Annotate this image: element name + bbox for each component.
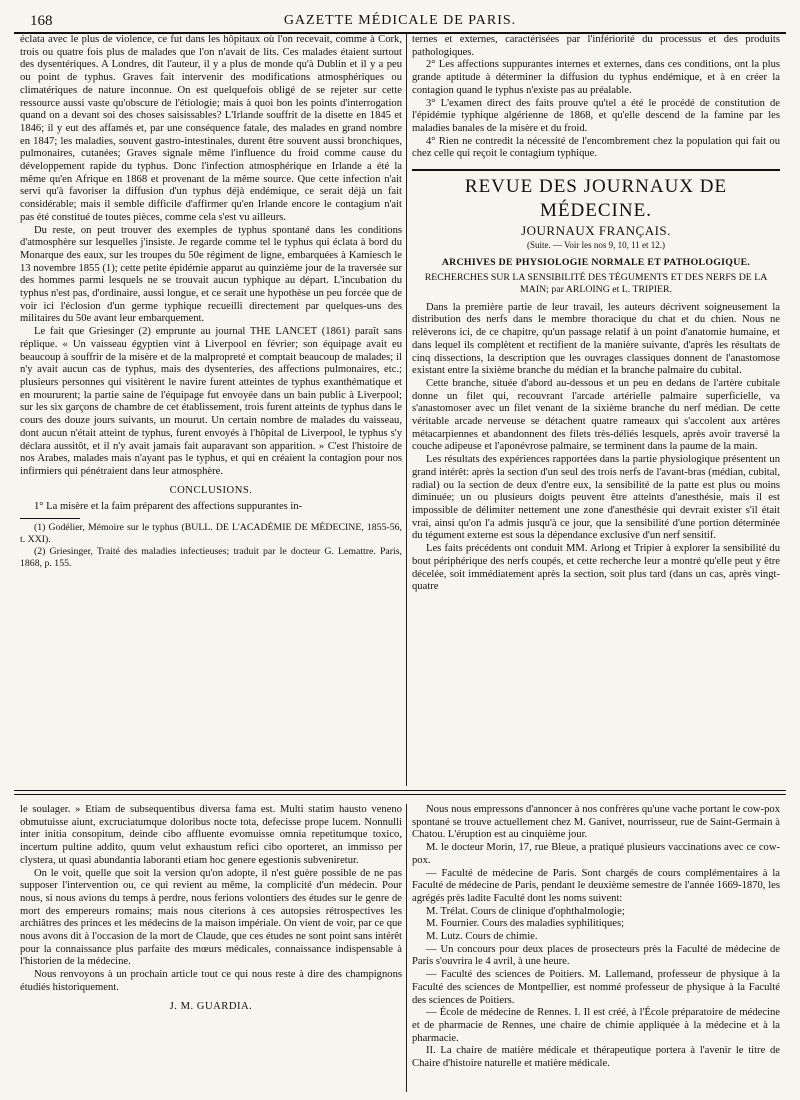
paragraph: ternes et externes, caractérisées par l'infériorité du processus et des produits pathologiques. <box>412 34 780 58</box>
journal-title: GAZETTE MÉDICALE DE PARIS. <box>283 13 517 28</box>
paragraph: Le fait que Griesinger (2) emprunte au journal THE LANCET (1861) paraît sans réplique. « Un vaisseau égyptien vint à Liverpool en février; son équipage avait eu beaucoup à souffrir de la misère et de la malpropreté et comptait beaucoup de malades; il n'y avait aucun cas de typhus, mais des dysenteries, des affections pulmonaires, etc.; plusieurs personnes qui visitèrent le navire furent atteintes de typhus exanthématique et en moururent; la partie saine de l'équipage fut envoyée dans un bain public à Liverpool; sur les six garçons de chambre de cet établissement, trois furent atteints de typhus dans le cours des douze jours suivants, un mourut. Un certain nombre de malades du vaisseau, dont aucun n'était atteint de typhus, furent envoyés à l'hôpital de Liverpool, le typhus s'y déclara aussitôt, et il n'y avait jamais fait auparavant son apparition. » C'est l'histoire de nos Arabes, malades mais n'ayant pas le typhus, et qui en créaient la contagion pour nos infirmiers qui pénétraient dans leur atmosphère. <box>20 326 402 477</box>
paragraph: Dans la première partie de leur travail, les auteurs décrivent soigneusement la distribution des nerfs dans le membre thoracique du chat et du chien. Nous ne relèverons ici, de ce chapitre, qu'un passage relatif à un point d'anatomie humaine, et dans lequel ils complètent et rectifient de la manière suivante, d'après les résultats de cinq dissections, la description que les ouvrages classiques donnent de l'anastomose existant entre la sixième branche du médian et la branche palmaire du cubital. <box>412 301 780 377</box>
review-section <box>412 169 780 296</box>
paragraph: II. La chaire de matière médicale et thérapeutique portera à l'avenir le titre de Chaire d'histoire naturelle et matière médicale. <box>412 1045 780 1070</box>
footnote: (1) Godélier, Mémoire sur le typhus (BULL. DE L'ACADÉMIE DE MÉDECINE, 1855-56, t. XXI). <box>20 522 402 546</box>
paragraph: Nous renvoyons à un prochain article tout ce qui nous reste à dire des champignons étudiés historiquement. <box>20 969 402 993</box>
paragraph: Les résultats des expériences rapportées dans la partie physiologique présentent un grand intérêt: après la section d'un seul des trois nerfs de l'avant-bras (médian, cubital, radial) ou la section de deux d'entre eux, la sensibilité de la patte est plus ou moins diminuée; un ou plusieurs doigts peuvent être atteints d'anesthésie, mais il est impossible de délimiter nettement une zone d'anesthésie qui devrait exister s'il était vrai, ainsi qu'on l'a admis jusqu'à ce jour, que la sensibilité d'une portion déterminée du tégument externe est sous la dépendance exclusive d'un nerf sensitif. <box>412 454 780 542</box>
page-number: 168 <box>30 13 53 29</box>
footnote: (2) Griesinger, Traité des maladies infectieuses; traduit par le docteur G. Lemattre. Paris, 1868, p. 155. <box>20 546 402 570</box>
author-signature: J. M. GUARDIA. <box>169 1000 253 1012</box>
paragraph: le soulager. » Etiam de subsequentibus diversa fama est. Multi statim hausto veneno obmutuisse aiunt, excruciatumque doloribus nocte tota, defecisse prope lucem. Nonnulli inter initia consopitum, deinde cibo affluente evomuisse omnia repetitumque toxico, incertum pultine addito, quum velut exhaustum refici cibo oporteret, an immisso per clystera, ut quasi abundantia laboranti etiam hoc genere egestionis subveniretur. <box>20 804 402 866</box>
article-title: RECHERCHES SUR LA SENSIBILITÉ DES TÉGUMENTS ET DES NERFS DE LA MAIN; par ARLOING et L. TRIPIER. <box>424 271 768 295</box>
paragraph: 2° Les affections suppurantes internes et externes, dans ces conditions, ont la plus grande aptitude à déterminer la diffusion du typhus endémique, et à en créer la contagion quand le typhus n'existe pas au préalable. <box>412 59 780 96</box>
paragraph: — Faculté de médecine de Paris. Sont chargés de cours complémentaires à la Faculté de médecine de Paris, pendant le deuxième semestre de l'année 1669-1870, les agrégés près ladite Faculté dont les noms suivent: <box>412 867 780 904</box>
paragraph: 1° La misère et la faim préparent des affections suppurantes in- <box>34 501 303 513</box>
paragraph: 3° L'examen direct des faits prouve qu'tel a été le procédé de constitution de l'épidémie typhique algérienne de 1868, et qu'elle descend de la famine par les maladies banales de la misère et du froid. <box>412 97 780 134</box>
column-3 <box>20 804 402 1013</box>
paragraph: On le voit, quelle que soit la version qu'on adopte, il n'est guère possible de ne pas supposer l'intervention ou, ce qui revient au même, la complicité d'un médecin. Pour nous, si nous avions du temps à perdre, nous ferions volontiers des études sur le genre de mort des empereurs romains; mais nous citerions à ces autopsies rétrospectives les archiâtres des princes et les médecins de la maison impériale. On vient de voir, par ce que nous avons dit à l'occasion de la mort de Claude, que ces études ne sont point sans intérêt pour la connaissance plus parfaite des mœurs médicales, connaissance indispensable à l'historien de la médecine. <box>20 867 402 968</box>
review-subtitle: JOURNAUX FRANÇAIS. <box>521 223 671 239</box>
paragraph: — Faculté des sciences de Poitiers. M. Lallemand, professeur de physique à la Faculté des sciences de Montpellier, est nommé professeur de physique à la Faculté des sciences de Poitiers. <box>412 969 780 1006</box>
list-item: M. Lutz. Cours de chimie. <box>426 931 538 943</box>
paragraph: Nous nous empressons d'annoncer à nos confrères qu'une vache portant le cow-pox spontané se trouve actuellement chez M. Ganivet, nourrisseur, rue de Saint-Germain à Chatou. L'éruption est au cinquième jour. <box>412 804 780 841</box>
conclusions-heading: CONCLUSIONS. <box>169 484 253 496</box>
paragraph: éclata avec le plus de violence, ce fut dans les hôpitaux où l'on recevait, comme à Cork, trois ou quatre fois plus de malades que l'on n'avait de lits. Ces malades étaient surtout des dysentériques. A Londres, dit l'auteur, il y a plus de monde qu'à Dublin et il y a peu ou point de typhus. Graves fait intervenir des modifications atmosphériques ou climatériques de nature inconnue. On est quelquefois obligé de se rejeter sur cette ressource aussi vaste qu'obscure de l'étiologie; mais à quoi bon les points d'interrogation quand on a devant soi des choses saisissables? L'Irlande souffrit de la disette en 1845 et 1846; il y eut des affamés et, par une conséquence fatale, des malades en grand nombre en 1847; les maladies, souvent gastro-intestinales, durent être souvent aussi bronchiques, pulmonaires, cutanées; Graves signale même l'influence du froid comme cause du développement rapide du typhus. Donc l'infection atmosphérique en Irlande a été la même qu'en Afrique en 1868 et provenant de la même source. Que cette infection n'ait servi qu'à favoriser la diffusion d'un typhus déjà endémique, ce serait déjà un fait considérable; mais il semble difficile d'affirmer qu'en Irlande encore le contagium n'ait pas été constitué de toutes pièces, comme cela s'est vu ailleurs. <box>20 34 402 223</box>
paragraph: 4° Rien ne contredit la nécessité de l'encombrement chez la population qui fait ou chez celle qui reçoit le contagium typhique. <box>412 135 780 160</box>
column-2 <box>412 34 780 594</box>
paragraph: Les faits précédents ont conduit MM. Arlong et Tripier à explorer la sensibilité du bout périphérique des nerfs coupés, et cette recherche leur a montré qu'elle peut y être décelée, soit immédiatement après la section, soit plus tard (dans un cas, après vingt-quatre <box>412 543 780 593</box>
review-title: REVUE DES JOURNAUX DE MÉDECINE. <box>464 176 728 222</box>
paragraph: — École de médecine de Rennes. I. Il est créé, à l'École préparatoire de médecine et de pharmacie de Rennes, une chaire de chimie appliquée à la médecine et à la pharmacie. <box>412 1007 780 1044</box>
section-divider <box>14 790 786 795</box>
archives-heading: ARCHIVES DE PHYSIOLOGIE NORMALE ET PATHOLOGIQUE. <box>441 257 751 269</box>
paragraph: Du reste, on peut trouver des exemples de typhus spontané dans les conditions d'atmosphère sur lesquelles j'insiste. Je regarde comme tel le typhus qui éclata à bord du Monarque des eaux, sur les troupes du 50e régiment de ligne, embarquées à Kamiesch le 13 novembre 1855 (1); cette petite épidémie apparut au quinzième jour de la traversée sur des hommes parmi lesquels ne se trouvait aucun typhique au départ. L'incubation du typhus n'est pas, d'ordinaire, aussi longue, et ce serait une hypothèse un peu forcée que de voir ici l'éclosion d'un germe typhique recueilli directement par quelques-uns des militaires du 50e avant leur embarquement. <box>20 224 402 325</box>
column-rule-bottom <box>406 804 407 1092</box>
column-rule-top <box>406 34 407 786</box>
page-header <box>14 10 786 34</box>
paragraph: Cette branche, située d'abord au-dessous et un peu en dedans de l'artère cubitale donne un filet qui, recouvrant l'arcade artérielle palmaire superficielle, va s'anastomoser avec un filet venant de la sixième branche du nerf médian. De cette véritable arcade nerveuse se détachent quatre rameaux qui s'accolent aux artères métacarpiennes et abandonnent des filets très-déliés lesquels, après avoir traversé la couche adipeuse et l'aponévrose palmaire, se terminent dans la paume de la main. <box>412 377 780 453</box>
review-suite-note: (Suite. — Voir les nos 9, 10, 11 et 12.) <box>526 240 666 251</box>
paragraph: M. le docteur Morin, 17, rue Bleue, a pratiqué plusieurs vaccinations avec ce cow-pox. <box>412 842 780 866</box>
footnote-rule <box>20 518 80 519</box>
column-1 <box>20 34 402 570</box>
paragraph: — Un concours pour deux places de prosecteurs près la Faculté de médecine de Paris s'ouvrira le 4 avril, à une heure. <box>412 943 780 968</box>
list-item: M. Fournier. Cours des maladies syphilitiques; <box>426 918 625 930</box>
list-item: M. Trélat. Cours de clinique d'ophthalmologie; <box>426 905 625 917</box>
newspaper-page <box>14 10 786 1092</box>
column-4 <box>412 804 780 1071</box>
